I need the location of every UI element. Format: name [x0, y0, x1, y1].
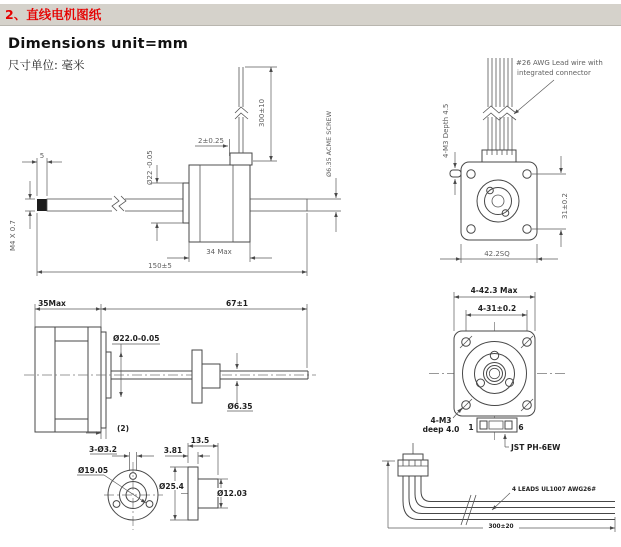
lead-wires-bundle — [403, 476, 615, 525]
leadscrew-shaft — [37, 195, 307, 215]
connector-d — [468, 418, 561, 452]
lead-wire-side — [235, 67, 248, 153]
front-view-with-wires — [440, 58, 603, 263]
motor-body-c — [35, 327, 111, 432]
front-view-mounting — [423, 286, 567, 452]
dim-wire-length-f-label: 300±20 — [488, 524, 514, 530]
dim-boss-diameter-c-label: Ø22.0-0.05 — [113, 334, 160, 343]
dim-flange-diameter-label: Ø25.4 — [159, 482, 184, 491]
dim-m3-depth-label: 4-M3 Depth 4.5 — [442, 103, 450, 158]
dim-flange-thickness-label: 3.81 — [163, 446, 183, 455]
dimension-body-diameter — [216, 479, 247, 508]
dimension-shaft-diameter-c — [227, 353, 253, 411]
dim-hole-pitch-b-label: 31±0.2 — [561, 193, 569, 219]
dimension-acme-screw — [307, 110, 341, 232]
page-title: Dimensions unit=mm — [8, 36, 189, 52]
dimension-hole-pitch-b — [532, 156, 569, 247]
lead-wire-note-line2: integrated connector — [517, 69, 591, 77]
leads-callout — [492, 487, 596, 510]
dim-bolt-circle-label: Ø19.05 — [78, 466, 109, 475]
page-subtitle: 尺寸单位: 毫米 — [8, 58, 85, 72]
dim-wire-length-a-label: 300±10 — [258, 98, 266, 127]
dimension-wire-length-a — [245, 67, 277, 161]
dimension-bolt-circle — [77, 466, 146, 503]
dimension-flange-thickness — [164, 446, 210, 464]
connector-type-label: JST PH-6EW — [511, 443, 561, 452]
mounting-hole-label-line2: deep 4.0 — [422, 425, 460, 434]
lead-wires — [483, 58, 516, 150]
dimension-m3-depth — [442, 104, 455, 195]
lead-wire-note-line1: #26 AWG Lead wire with — [516, 59, 603, 67]
pin-6-label: 6 — [518, 423, 524, 432]
dim-body-length-c-label: 35Max — [38, 299, 66, 308]
dim-total-length-label: 150±5 — [148, 262, 172, 270]
wiring-diagram — [382, 443, 615, 532]
dimension-body-length-a — [167, 242, 272, 262]
dim-body-length-a-label: 34 Max — [206, 248, 232, 256]
dim-shaft-length-c-label: 67±1 — [226, 299, 248, 308]
mounting-hole-label-line1: 4-M3 — [430, 416, 452, 425]
dimension-total-length — [37, 213, 307, 276]
dimension-boss-diameter-a — [146, 150, 183, 241]
dim-body-diameter-label: Ø12.03 — [217, 489, 248, 498]
dim-outer-size-d-label: 4-42.3 Max — [470, 286, 518, 295]
side-view-shaft-assembly — [24, 299, 316, 439]
pin-1-label: 1 — [468, 423, 474, 432]
dimension-boss-diameter-c — [112, 334, 160, 397]
dimension-body-length-c — [35, 299, 101, 327]
dim-thread-spec-label: M4 X 0.7 — [9, 220, 17, 251]
leads-note-label: 4 LEADS UL1007 AWG26# — [512, 487, 597, 493]
dim-shaft-diameter-c-label: Ø6.35 — [227, 402, 253, 411]
dim-boss-diameter-a-label: Ø22 -0.05 — [146, 150, 154, 185]
dimension-square-size — [440, 244, 558, 263]
dim-nut-holes-label: 3-Ø3.2 — [89, 445, 117, 454]
dimension-thread-spec — [9, 181, 35, 251]
nut-flange-views — [77, 436, 247, 530]
side-view-with-leadscrew — [9, 67, 341, 276]
dim-square-size-label: 42.2SQ — [484, 250, 510, 258]
dim-cap-gap-label: 2±0.25 — [198, 137, 224, 145]
section-title: 2、直线电机图纸 — [5, 7, 102, 22]
motor-face-b — [450, 150, 537, 240]
wiring-connector — [398, 443, 428, 476]
dimension-cap-gap — [195, 137, 230, 156]
dim-hole-pitch-d-label: 4-31±0.2 — [477, 304, 517, 313]
dimension-tip-length — [22, 152, 62, 196]
dim-tip-length-label: 5 — [39, 152, 45, 160]
motor-body-side — [183, 153, 252, 242]
nut-front-view — [104, 462, 163, 530]
dim-nut-length-label: 13.5 — [190, 436, 210, 445]
dim-pilot-c-label: (2) — [116, 424, 130, 433]
dim-acme-screw-label: Ø6.35 ACME SCREW — [325, 110, 333, 177]
lead-wire-callout — [514, 59, 603, 114]
